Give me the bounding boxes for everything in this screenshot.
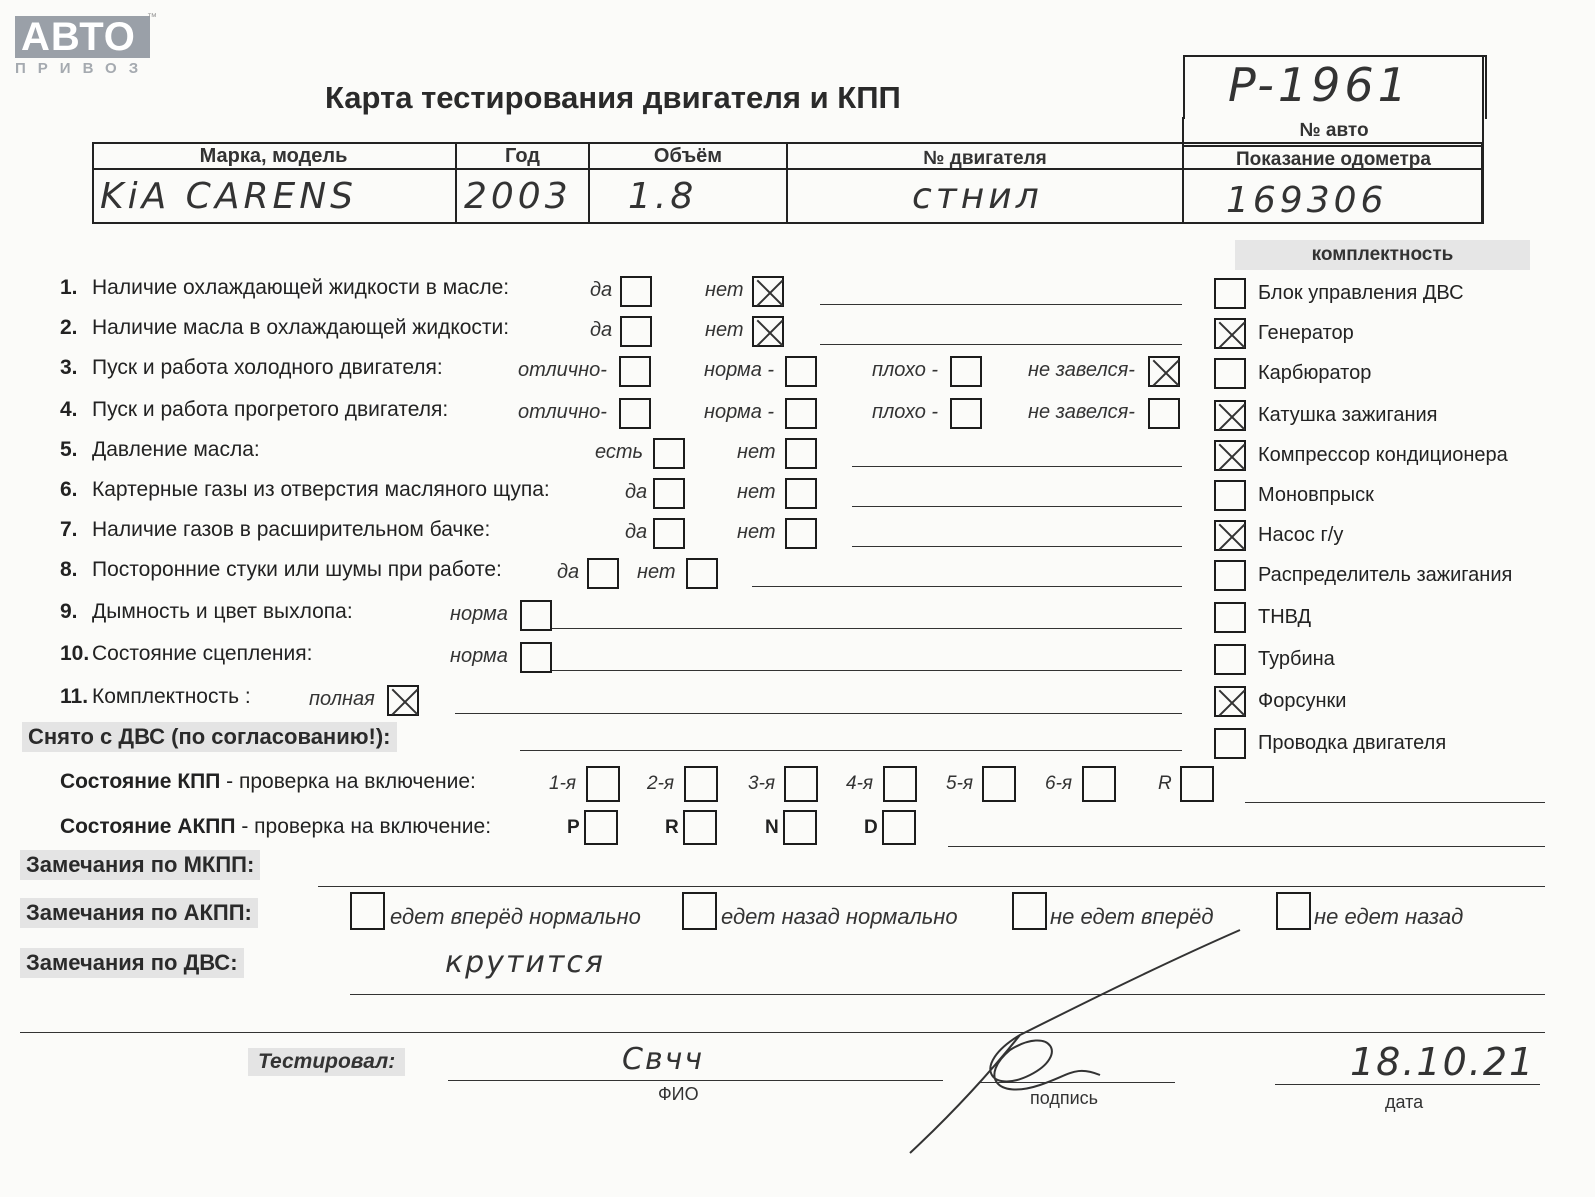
akpp-mode-label: D (864, 817, 878, 838)
question-number: 3. (60, 356, 78, 379)
kit-checkbox[interactable] (1214, 520, 1246, 551)
option-checkbox[interactable] (387, 685, 419, 716)
option-label: нет (737, 441, 776, 463)
logo (15, 16, 150, 77)
option-checkbox[interactable] (1148, 398, 1180, 429)
tested-label: Тестировал: (248, 1048, 405, 1076)
kit-checkbox[interactable] (1214, 602, 1246, 633)
question-text: Наличие охлаждающей жидкости в масле: (92, 276, 510, 299)
option-checkbox[interactable] (950, 398, 982, 429)
signature-scribble (900, 925, 1260, 1160)
engine-value: стнил (912, 176, 1043, 217)
option-label: есть (595, 441, 644, 463)
option-checkbox[interactable] (620, 316, 652, 347)
akpp-remark-checkbox[interactable] (350, 892, 385, 930)
trademark: ™ (147, 12, 157, 23)
akpp-label: Состояние АКПП - проверка на включение: (60, 815, 492, 838)
question-number: 11. (60, 685, 89, 708)
kit-checkbox[interactable] (1214, 480, 1246, 511)
car-no-label: № авто (1299, 120, 1369, 141)
answer-line (820, 344, 1182, 345)
kit-item-label: Распределитель зажигания (1258, 564, 1513, 586)
kit-item-label: ТНВД (1258, 606, 1312, 628)
gear-checkbox[interactable] (586, 766, 620, 802)
answer-line (852, 506, 1182, 507)
question-text: Пуск и работа прогретого двигателя: (92, 398, 449, 421)
gear-label: 2-я (647, 773, 675, 794)
answer-line (552, 670, 1182, 671)
answer-line (820, 304, 1182, 305)
akpp-remark-checkbox[interactable] (1276, 892, 1311, 930)
removed-label: Снято с ДВС (по согласованию!): (22, 722, 397, 752)
kit-item-label: Компрессор кондиционера (1258, 444, 1508, 466)
option-label: норма (450, 645, 508, 667)
akpp-remark-checkbox[interactable] (682, 892, 717, 930)
kit-item-label: Турбина (1258, 648, 1335, 670)
question-row (60, 600, 353, 624)
question-row (60, 642, 312, 666)
question-text: Наличие газов в расширительном бачке: (92, 518, 491, 541)
date-label: дата (1385, 1092, 1424, 1112)
akpp-remark-label: не едет вперёд (1050, 904, 1214, 929)
page-title: Карта тестирования двигателя и КПП (325, 80, 901, 115)
question-text: Комплектность : (92, 685, 251, 708)
year-label: Год (505, 145, 540, 167)
fio-label: ФИО (658, 1084, 699, 1104)
option-checkbox[interactable] (520, 642, 552, 673)
option-label: да (590, 279, 613, 301)
option-label: нет (737, 481, 776, 503)
option-checkbox[interactable] (752, 276, 784, 307)
question-text: Состояние сцепления: (92, 642, 313, 665)
option-label: да (625, 521, 648, 543)
option-label: нет (637, 561, 676, 583)
question-row (60, 558, 502, 582)
date-value: 18.10.21 (1350, 1040, 1536, 1084)
option-label: норма - (704, 359, 775, 381)
akpp-mode-label: R (665, 817, 679, 838)
question-row (60, 478, 550, 502)
gear-label: 6-я (1045, 773, 1073, 794)
question-row (60, 356, 443, 380)
brand-value: KiA CARENS (100, 176, 357, 217)
question-number: 4. (60, 398, 78, 421)
akpp-remark-label: едет назад нормально (721, 904, 958, 929)
remarks-mkpp-label: Замечания по МКПП: (20, 850, 260, 880)
removed-line (520, 750, 1182, 751)
question-number: 2. (60, 316, 78, 339)
kpp-label: Состояние КПП - проверка на включение: (60, 770, 476, 793)
question-number: 8. (60, 558, 78, 581)
gear-checkbox[interactable] (684, 766, 718, 802)
option-label: да (590, 319, 613, 341)
gear-label: 3-я (748, 773, 776, 794)
akpp-remark-label: едет вперёд нормально (390, 904, 641, 929)
option-label: не завелся- (1028, 359, 1135, 381)
akpp-mode-label: P (567, 817, 580, 838)
question-row (60, 685, 251, 709)
question-number: 1. (60, 276, 78, 299)
question-text: Пуск и работа холодного двигателя: (92, 356, 443, 379)
akpp-mode-checkbox[interactable] (783, 810, 817, 845)
kit-item-label: Проводка двигателя (1258, 732, 1447, 754)
option-label: отлично- (518, 401, 607, 423)
answer-line (852, 466, 1182, 467)
answer-line (552, 628, 1182, 629)
akpp-mode-checkbox[interactable] (584, 810, 618, 845)
option-label: полная (309, 688, 375, 710)
option-checkbox[interactable] (785, 356, 817, 387)
option-label: да (625, 481, 648, 503)
question-row (60, 398, 448, 422)
option-checkbox[interactable] (619, 356, 651, 387)
akpp-mode-checkbox[interactable] (683, 810, 717, 845)
brand-label: Марка, модель (199, 145, 348, 167)
option-checkbox[interactable] (785, 478, 817, 509)
kit-item-label: Катушка зажигания (1258, 404, 1438, 426)
option-label: нет (737, 521, 776, 543)
answer-line (455, 713, 1182, 714)
question-row (60, 276, 509, 300)
remarks-akpp-label: Замечания по АКПП: (20, 898, 258, 928)
kit-checkbox[interactable] (1214, 358, 1246, 389)
option-checkbox[interactable] (653, 518, 685, 549)
option-label: норма - (704, 401, 775, 423)
question-text: Посторонние стуки или шумы при работе: (92, 558, 502, 581)
tester-name: Свчч (622, 1042, 705, 1077)
kit-item-label: Карбюратор (1258, 362, 1372, 384)
car-no-value: P-1961 (1228, 58, 1411, 112)
option-checkbox[interactable] (619, 398, 651, 429)
question-text: Дымность и цвет выхлопа: (92, 600, 353, 623)
kit-checkbox[interactable] (1214, 686, 1246, 717)
question-text: Давление масла: (92, 438, 260, 461)
question-number: 5. (60, 438, 78, 461)
kit-item-label: Форсунки (1258, 690, 1347, 712)
question-number: 6. (60, 478, 78, 501)
option-label: нет (705, 279, 744, 301)
gear-checkbox[interactable] (982, 766, 1016, 802)
option-checkbox[interactable] (620, 276, 652, 307)
gear-checkbox[interactable] (1082, 766, 1116, 802)
kit-checkbox[interactable] (1214, 318, 1246, 349)
option-checkbox[interactable] (520, 600, 552, 631)
option-checkbox[interactable] (950, 356, 982, 387)
option-label: плохо - (872, 401, 939, 423)
option-label: нет (705, 319, 744, 341)
akpp-mode-label: N (765, 817, 779, 838)
year-value: 2003 (464, 176, 572, 217)
gear-checkbox[interactable] (784, 766, 818, 802)
remarks-dvs-value: крутится (445, 945, 605, 980)
kit-checkbox[interactable] (1214, 644, 1246, 675)
volume-label: Объём (653, 145, 723, 167)
answer-line (752, 586, 1182, 587)
gear-label: 4-я (846, 773, 874, 794)
option-checkbox[interactable] (752, 316, 784, 347)
gear-label: R (1158, 773, 1172, 794)
option-checkbox[interactable] (785, 438, 817, 469)
option-checkbox[interactable] (587, 558, 619, 589)
option-label: да (557, 561, 580, 583)
question-number: 10. (60, 642, 90, 665)
gear-checkbox[interactable] (883, 766, 917, 802)
akpp-mode-checkbox[interactable] (882, 810, 916, 845)
answer-line (852, 546, 1182, 547)
option-checkbox[interactable] (653, 478, 685, 509)
gear-checkbox[interactable] (1180, 766, 1214, 802)
option-checkbox[interactable] (653, 438, 685, 469)
question-number: 9. (60, 600, 78, 623)
question-number: 7. (60, 518, 78, 541)
gear-label: 5-я (946, 773, 974, 794)
option-checkbox[interactable] (686, 558, 718, 589)
kit-checkbox[interactable] (1214, 560, 1246, 591)
kit-title: комплектность (1235, 240, 1530, 270)
logo-sub: ПРИВОЗ (15, 60, 151, 77)
option-label: отлично- (518, 359, 607, 381)
odometer-value: 169306 (1226, 180, 1388, 221)
option-label: плохо - (872, 359, 939, 381)
volume-value: 1.8 (628, 176, 698, 217)
option-checkbox[interactable] (785, 398, 817, 429)
kit-checkbox[interactable] (1214, 278, 1246, 309)
kit-item-label: Блок управления ДВС (1258, 282, 1464, 304)
kit-checkbox[interactable] (1214, 440, 1246, 471)
kit-checkbox[interactable] (1214, 400, 1246, 431)
engine-label: № двигателя (923, 148, 1047, 169)
kit-item-label: Насос г/у (1258, 524, 1344, 546)
option-label: не завелся- (1028, 401, 1135, 423)
remarks-dvs-label: Замечания по ДВС: (20, 948, 244, 978)
question-text: Картерные газы из отверстия масляного щупа: (92, 478, 550, 501)
kit-item-label: Генератор (1258, 322, 1354, 344)
sign-label: подпись (1030, 1088, 1099, 1108)
gear-label: 1-я (549, 773, 577, 794)
option-checkbox[interactable] (1148, 356, 1180, 387)
kit-checkbox[interactable] (1214, 728, 1246, 759)
question-text: Наличие масла в охлаждающей жидкости: (92, 316, 510, 339)
option-checkbox[interactable] (785, 518, 817, 549)
option-label: норма (450, 603, 508, 625)
kit-item-label: Моновпрыск (1258, 484, 1374, 506)
question-row (60, 438, 260, 462)
odometer-label: Показание одометра (1236, 149, 1431, 170)
question-row (60, 518, 490, 542)
akpp-remark-label: не едет назад (1314, 904, 1464, 929)
question-row (60, 316, 509, 340)
logo-main: АВТО (15, 16, 150, 58)
